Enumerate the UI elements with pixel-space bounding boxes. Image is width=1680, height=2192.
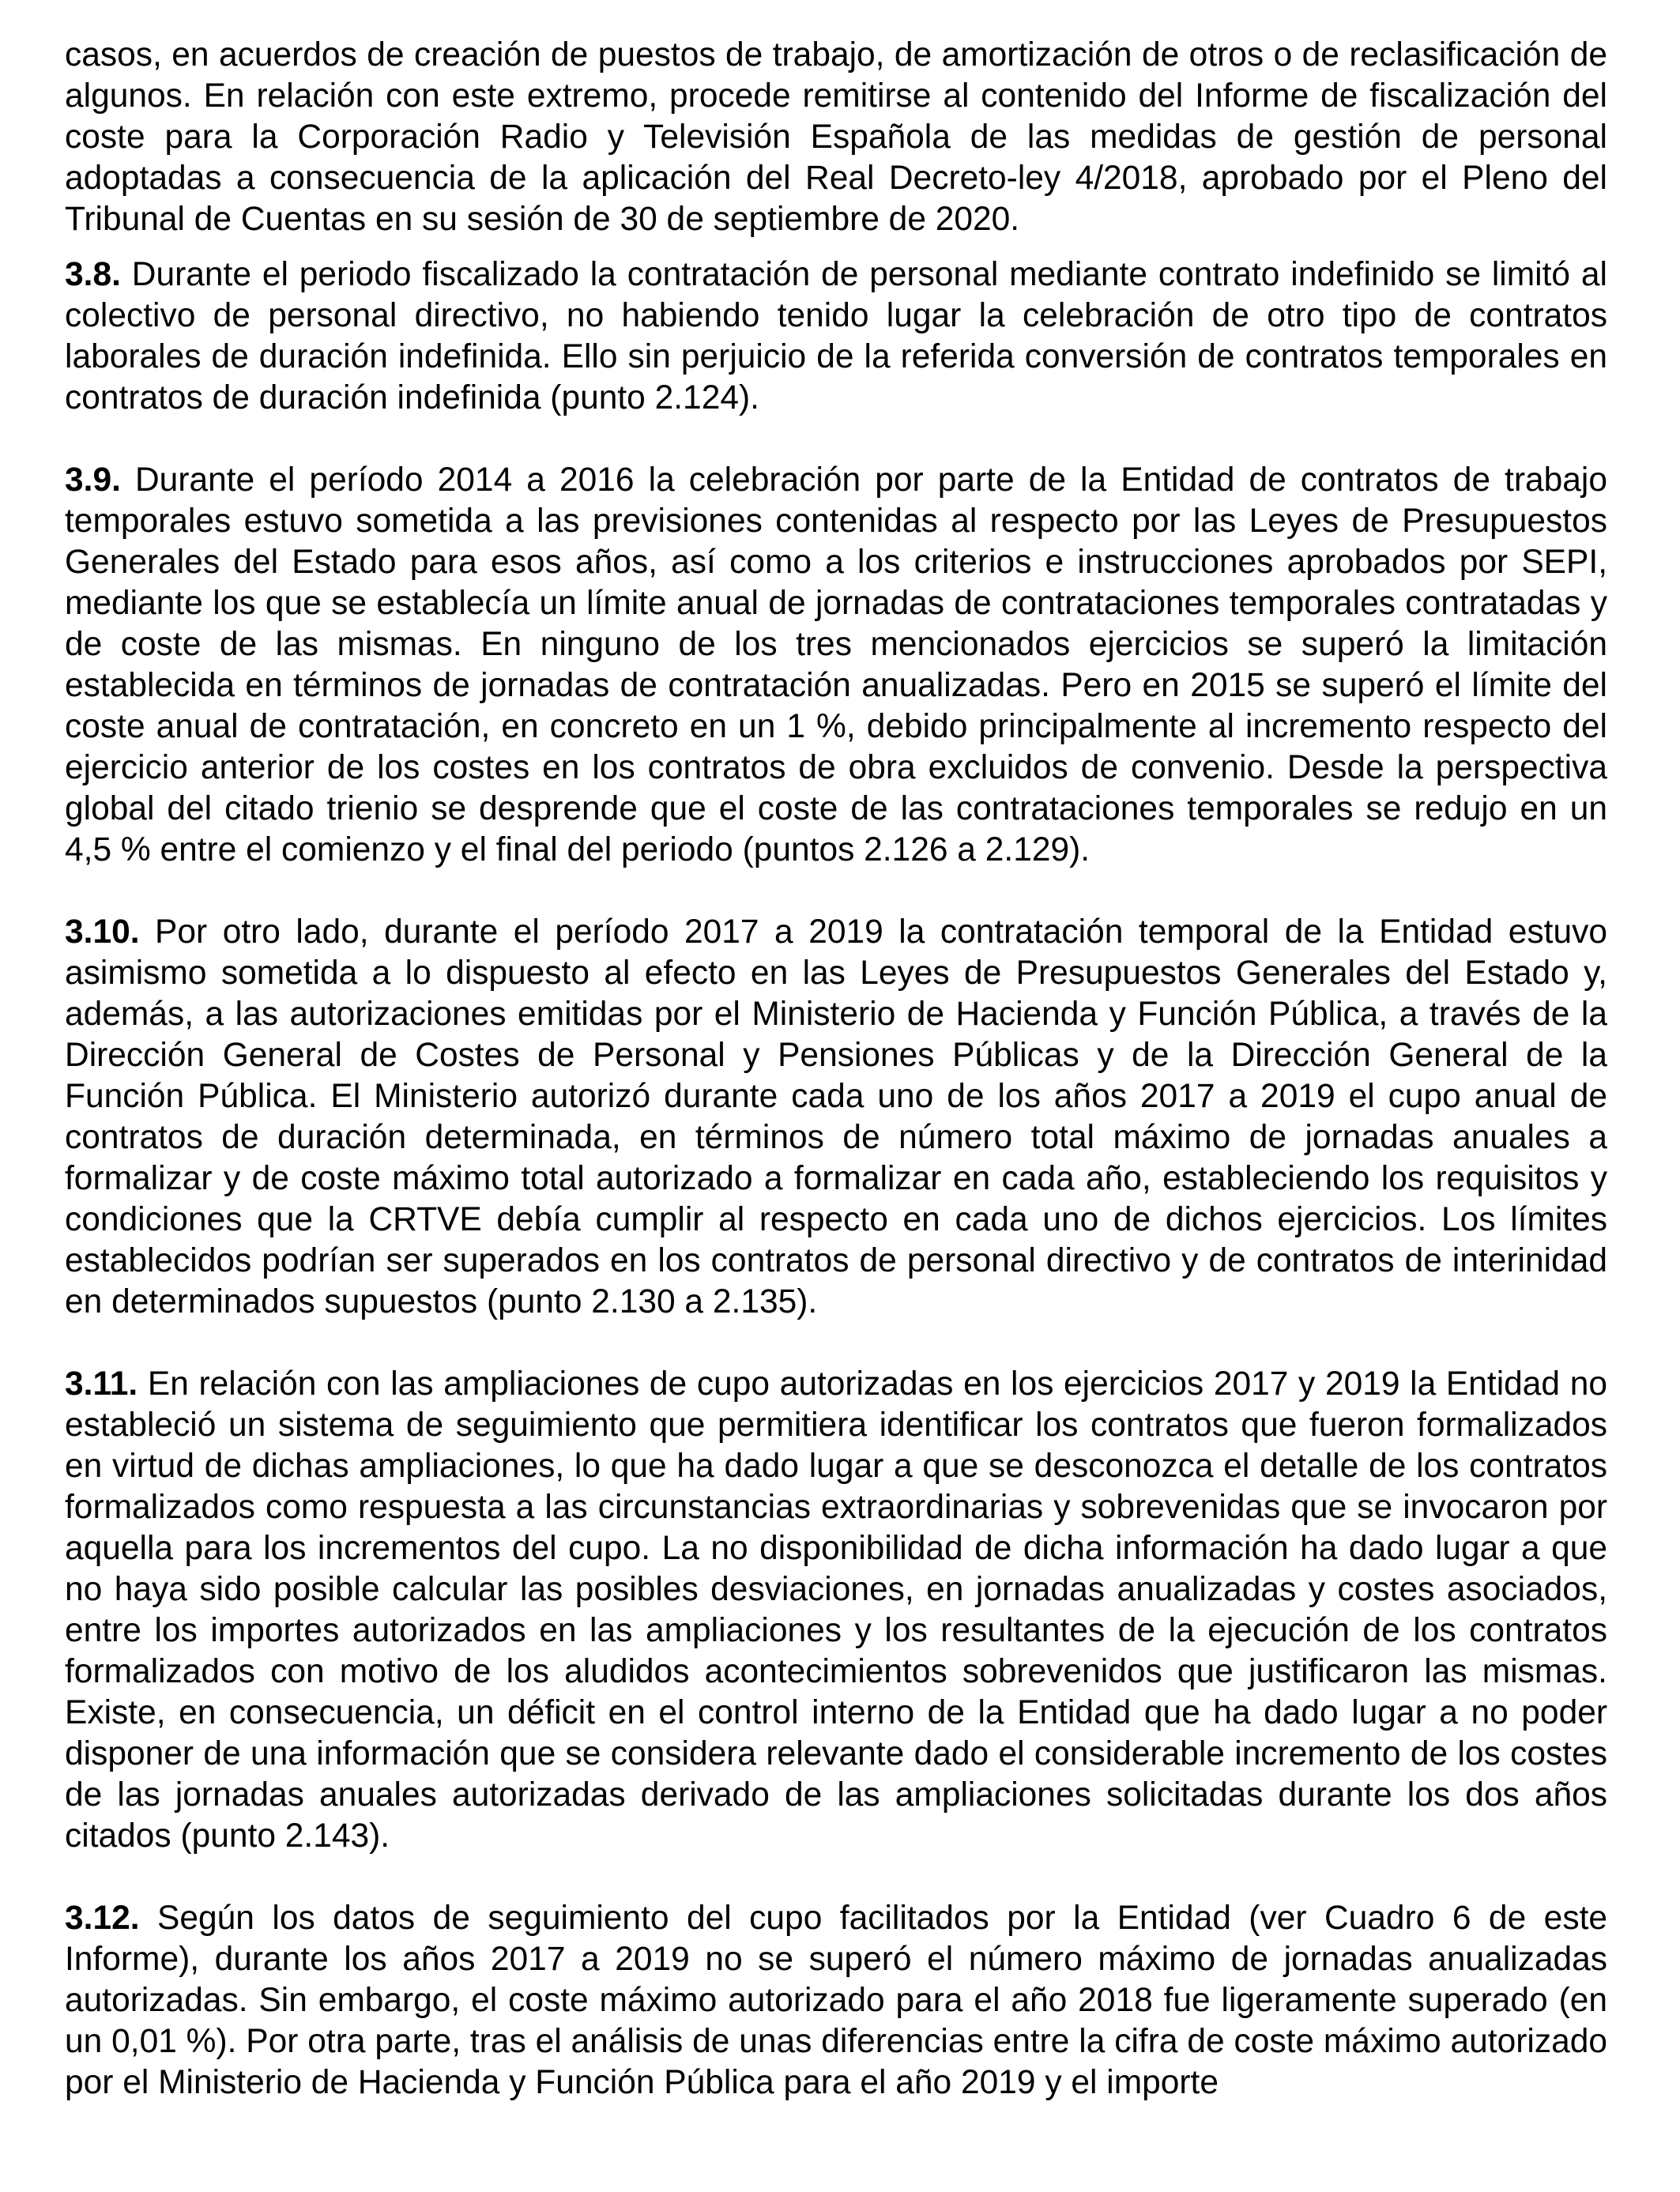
paragraph-3-10 — [65, 912, 1607, 1323]
paragraph-text: Durante el período 2014 a 2016 la celebración por parte de la Entidad de contratos de trabajo temporales estuvo sometida a las previsiones contenidas al respecto por las Leyes de Presupuestos Generales del Estado para esos años, así como a los criterios e instrucciones aprobados por SEPI, mediante los que se establecía un límite anual de jornadas de contrataciones temporales contratadas y de coste de las mismas. En ninguno de los tres mencionados ejercicios se superó la limitación establecida en términos de jornadas de contratación anualizadas. Pero en 2015 se superó el límite del coste anual de contratación, en concreto en un 1 %, debido principalmente al incremento respecto del ejercicio anterior de los costes en los contratos de obra excluidos de convenio. Desde la perspectiva global del citado trienio se desprende que el coste de las contrataciones temporales se redujo en un 4,5 % entre el comienzo y el final del periodo (puntos 2.126 a 2.129). — [65, 461, 1608, 868]
paragraph-number: 3.8. — [65, 256, 121, 293]
paragraph-3-11 — [65, 1364, 1607, 1857]
paragraph-3-8 — [65, 254, 1607, 419]
paragraph-number: 3.9. — [65, 461, 121, 499]
paragraph-text: casos, en acuerdos de creación de puestos de trabajo, de amortización de otros o de reclasificación de algunos. En relación con este extremo, procede remitirse al contenido del Informe de fiscalización del coste para la Corporación Radio y Televisión Española de las medidas de gestión de personal adoptadas a consecuencia de la aplicación del Real Decreto-ley 4/2018, aprobado por el Pleno del Tribunal de Cuentas en su sesión de 30 de septiembre de 2020. — [65, 36, 1607, 238]
paragraph-text: Por otro lado, durante el período 2017 a 2019 la contratación temporal de la Entidad estuvo asimismo sometida a lo dispuesto al efecto en las Leyes de Presupuestos Generales del Estado y, además, a las autorizaciones emitidas por el Ministerio de Hacienda y Función Pública, a través de la Dirección General de Costes de Personal y Pensiones Públicas y de la Dirección General de la Función Pública. El Ministerio autorizó durante cada uno de los años 2017 a 2019 el cupo anual de contratos de duración determinada, en términos de número total máximo de jornadas anuales a formalizar y de coste máximo total autorizado a formalizar en cada año, estableciendo los requisitos y condiciones que la CRTVE debía cumplir al respecto en cada uno de dichos ejercicios. Los límites establecidos podrían ser superados en los contratos de personal directivo y de contratos de interinidad en determinados supuestos (punto 2.130 a 2.135). — [65, 913, 1607, 1320]
paragraph-text: Según los datos de seguimiento del cupo facilitados por la Entidad (ver Cuadro 6 de este Informe), durante los años 2017 a 2019 no se superó el número máximo de jornadas anualizadas autorizadas. Sin embargo, el coste máximo autorizado para el año 2018 fue ligeramente superado (en un 0,01 %). Por otra parte, tras el análisis de unas diferencias entre la cifra de coste máximo autorizado por el Ministerio de Hacienda y Función Pública para el año 2019 y el importe — [65, 1900, 1608, 2101]
paragraph-number: 3.12. — [65, 1900, 140, 1937]
paragraph-3-9 — [65, 460, 1607, 871]
paragraph-number: 3.11. — [65, 1365, 138, 1403]
paragraph-text: En relación con las ampliaciones de cupo autorizadas en los ejercicios 2017 y 2019 la Entidad no estableció un sistema de seguimiento que permitiera identificar los contratos que fueron formalizados en virtud de dichas ampliaciones, lo que ha dado lugar a que se desconozca el detalle de los contratos formalizados como respuesta a las circunstancias extraordinarias y sobrevenidas que se invocaron por aquella para los incrementos del cupo. La no disponibilidad de dicha información ha dado lugar a que no haya sido posible calcular las posibles desviaciones, en jornadas anualizadas y costes asociados, entre los importes autorizados en las ampliaciones y los resultantes de la ejecución de los contratos formalizados con motivo de los aludidos acontecimientos sobrevenidos que justificaron las mismas. Existe, en consecuencia, un déficit en el control interno de la Entidad que ha dado lugar a no poder disponer de una información que se considera relevante dado el considerable incremento de los costes de las jornadas anuales autorizadas derivado de las ampliaciones solicitadas durante los dos años citados (punto 2.143). — [65, 1365, 1607, 1855]
paragraph-continuation — [65, 35, 1607, 240]
document-page — [65, 35, 1607, 2103]
paragraph-text: Durante el periodo fiscalizado la contratación de personal mediante contrato indefinido se limitó al colectivo de personal directivo, no habiendo tenido lugar la celebración de otro tipo de contratos laborales de duración indefinida. Ello sin perjuicio de la referida conversión de contratos temporales en contratos de duración indefinida (punto 2.124). — [65, 256, 1607, 416]
paragraph-number: 3.10. — [65, 913, 140, 951]
paragraph-3-12 — [65, 1898, 1607, 2103]
